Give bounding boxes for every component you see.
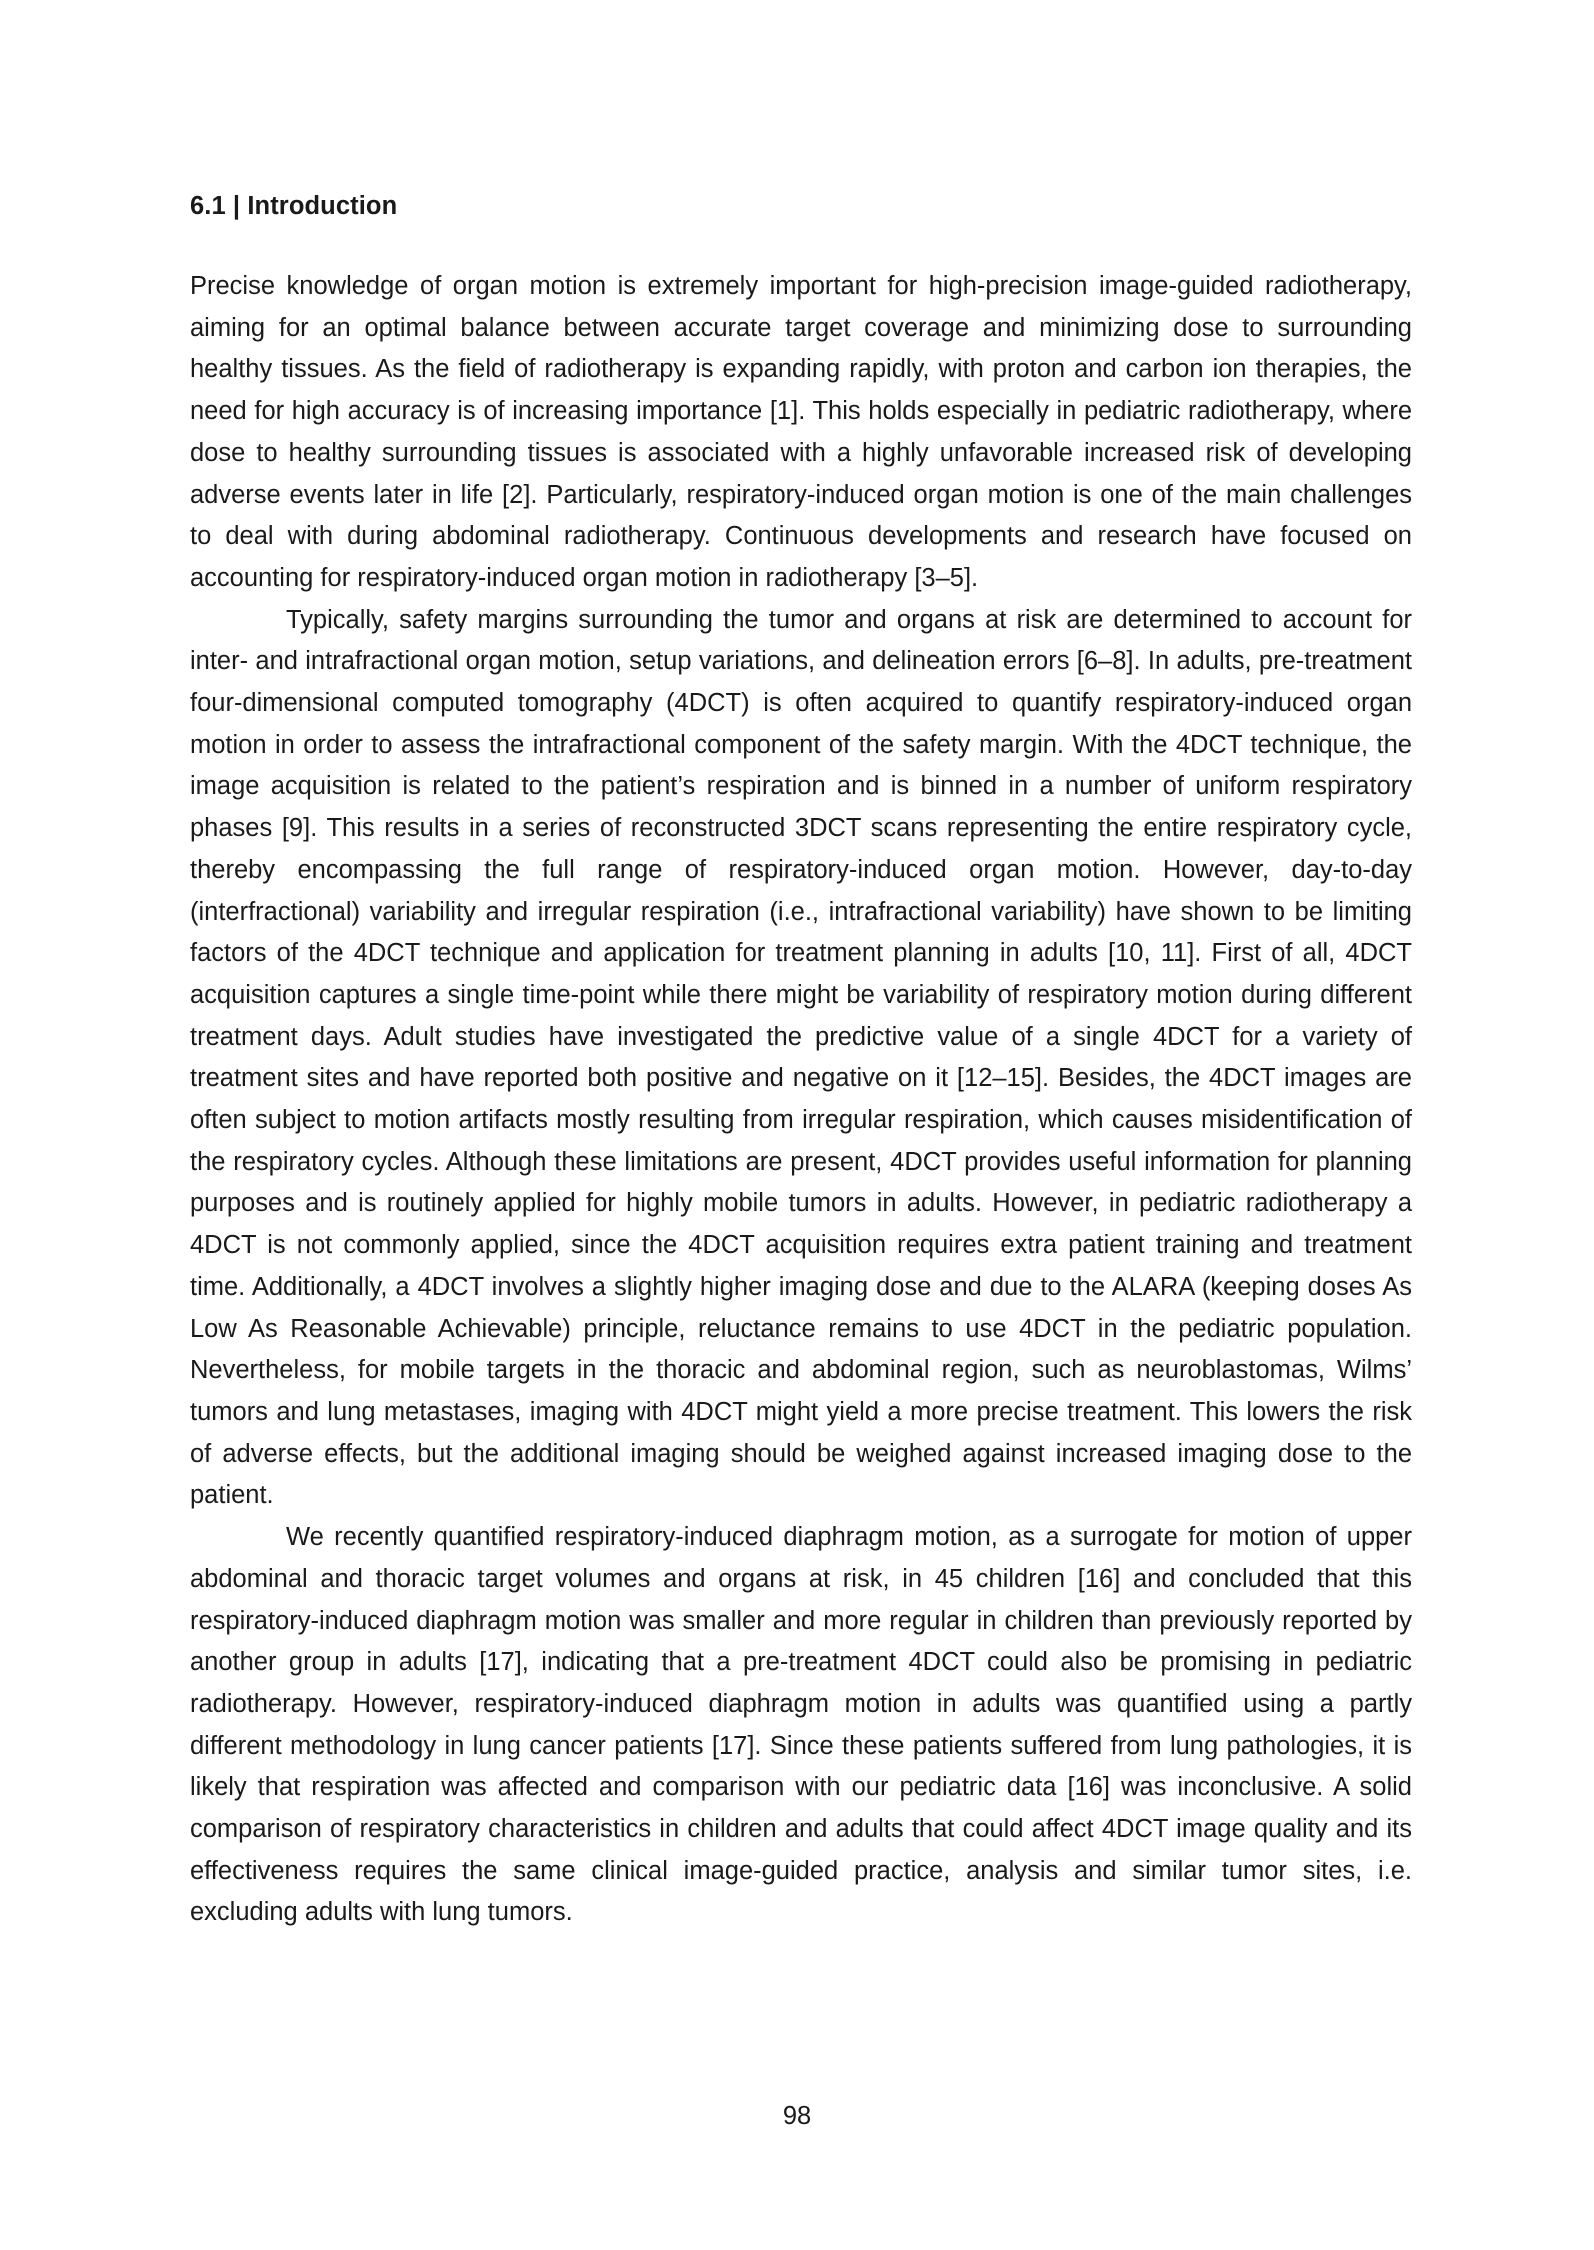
section-heading: 6.1 | Introduction — [190, 192, 398, 220]
paragraph-1: Precise knowledge of organ motion is extremely important for high-precision image-guided radiotherapy, aiming for an optimal balance between accurate target coverage and minimizing dose to surrounding healthy tissues. As the field of radiotherapy is expanding rapidly, with proton and carbon ion therapies, the need for high accuracy is of increasing importance [1]. This holds especially in pediatric radiotherapy, where dose to healthy surrounding tissues is associated with a highly unfavorable increased risk of developing adverse events later in life [2]. Particularly, respiratory-induced organ motion is one of the main challenges to deal with during abdominal radiotherapy. Continuous developments and research have focused on accounting for respiratory-induced organ motion in radiotherapy [3–5]. — [190, 272, 1412, 592]
paragraph-3: We recently quantified respiratory-induced diaphragm motion, as a surrogate for motion of upper abdominal and thoracic target volumes and organs at risk, in 45 children [16] and concluded that this respiratory-induced diaphragm motion was smaller and more regular in children than previously reported by another group in adults [17], indicating that a pre-treatment 4DCT could also be promising in pediatric radiotherapy. However, respiratory-induced diaphragm motion in adults was quantified using a partly different methodology in lung cancer patients [17]. Since these patients suffered from lung pathologies, it is likely that respiration was affected and comparison with our pediatric data [16] was inconclusive. A solid comparison of respiratory characteristics in children and adults that could affect 4DCT image quality and its effectiveness requires the same clinical image-guided practice, analysis and similar tumor sites, i.e. excluding adults with lung tumors. — [190, 1523, 1412, 1927]
page-number: 98 — [782, 2102, 812, 2130]
paragraph-2: Typically, safety margins surrounding the tumor and organs at risk are determined to account for inter- and intrafractional organ motion, setup variations, and delineation errors [6–8]. In adults, pre-treatment four-dimensional computed tomography (4DCT) is often acquired to quantify respiratory-induced organ motion in order to assess the intrafractional component of the safety margin. With the 4DCT technique, the image acquisition is related to the patient’s respiration and is binned in a number of uniform respiratory phases [9]. This results in a series of reconstructed 3DCT scans representing the entire respiratory cycle, thereby encompassing the full range of respiratory-induced organ motion. However, day-to-day (interfractional) variability and irregular respiration (i.e., intrafractional variability) have shown to be limiting factors of the 4DCT technique and application for treatment planning in adults [10, 11]. First of all, 4DCT acquisition captures a single time-point while there might be variability of respiratory motion during different treatment days. Adult studies have investigated the predictive value of a single 4DCT for a variety of treatment sites and have reported both positive and negative on it [12–15]. Besides, the 4DCT images are often subject to motion artifacts mostly resulting from irregular respiration, which causes misidentification of the respiratory cycles. Although these limitations are present, 4DCT provides useful information for planning purposes and is routinely applied for highly mobile tumors in adults. However, in pediatric radiotherapy a 4DCT is not commonly applied, since the 4DCT acquisition requires extra patient training and treatment time. Additionally, a 4DCT involves a slightly higher imaging dose and due to the ALARA (keeping doses As Low As Reasonable Achievable) principle, reluctance remains to use 4DCT in the pediatric population. Nevertheless, for mobile targets in the thoracic and abdominal region, such as neuroblastomas, Wilms’ tumors and lung metastases, imaging with 4DCT might yield a more precise treatment. This lowers the risk of adverse effects, but the additional imaging should be weighed against increased imaging dose to the patient. — [190, 605, 1412, 1510]
page-body — [190, 188, 1412, 1934]
